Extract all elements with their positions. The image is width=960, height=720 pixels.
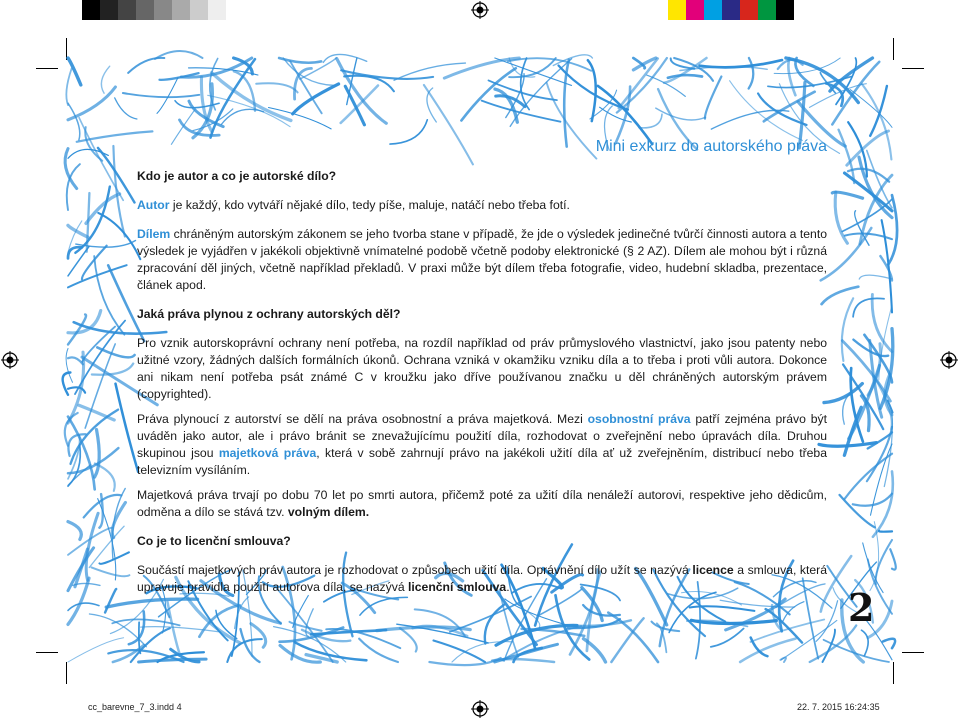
scribble-stroke <box>97 347 134 357</box>
scribble-stroke <box>128 58 164 73</box>
scribble-stroke <box>66 349 72 383</box>
paragraph-protection: Pro vznik autorskoprávní ochrany není potřeba, na rozdíl například od práv průmyslového vlastnictví, jako jsou patenty nebo užitné vzory, žádných dalších formálních úkonů. Ochrana vzniká v okamžiku vzniku díla a to třeba i proti vůli autora. Dokonce ani nikam není potřeba psát známé C v kroužku jako dříve používanou značku u děl chráněných autorským právem (copyrighted). <box>137 336 827 401</box>
scribble-stroke <box>68 315 86 345</box>
scribble-stroke <box>112 489 125 559</box>
scribble-stroke <box>639 114 662 128</box>
scribble-stroke <box>68 103 80 140</box>
heading-author: Kdo je autor a co je autorské dílo? <box>137 169 337 183</box>
scribble-stroke <box>740 639 796 662</box>
scribble-stroke <box>711 629 744 647</box>
scribble-stroke <box>75 187 109 253</box>
scribble-stroke <box>780 657 786 662</box>
scribble-stroke <box>390 120 427 144</box>
scribble-stroke <box>749 58 754 89</box>
article-body <box>137 168 827 596</box>
scribble-stroke <box>872 294 892 351</box>
scribble-stroke <box>116 384 139 472</box>
scribble-stroke <box>269 108 332 129</box>
scribble-stroke <box>429 658 500 665</box>
scribble-stroke <box>280 645 320 662</box>
scribble-stroke <box>68 522 81 540</box>
scribble-stroke <box>888 195 897 264</box>
term-license-agreement: licenční smlouva <box>408 580 507 594</box>
paragraph-license: Součástí majetkových práv autora je rozhodovat o způsobech užití díla. Oprávnění dílo užít se nazývá licence a smlouva, která upravuje pravidla použití autorova díla, se nazývá licenční smlouva. <box>137 563 827 594</box>
term-property-rights: majetková práva <box>218 446 317 460</box>
scribble-stroke <box>92 567 130 576</box>
scribble-stroke <box>131 628 170 662</box>
page-number: 2 <box>848 585 875 630</box>
paragraph-work: Dílem chráněným autorským zákonem se jeho tvorba stane v případě, že jde o výsledek jedinečné tvůrčí činnosti autora a tento výsledek je vyjádřen v jakékoli objektivně vnímatelné podobě včetně podoby elektronické (§ 2 AZ). Dílem ale mohou být i různá zpracování děl jiných, včetně například překladů. V praxi může být dílem třeba fotografie, video, hudební skladba, prezentace, článek apod. <box>137 227 827 292</box>
scribble-stroke <box>668 75 702 78</box>
scribble-stroke <box>824 640 890 662</box>
scribble-stroke <box>256 83 297 92</box>
scribble-stroke <box>822 287 859 304</box>
scribble-stroke <box>123 93 199 97</box>
term-dilo: Dílem <box>137 227 171 241</box>
term-personal-rights: osobnostní práva <box>587 412 691 426</box>
term-autor: Autor <box>137 198 170 212</box>
scribble-stroke <box>424 85 473 164</box>
section-title: Mini exkurz do autorského práva <box>595 138 827 155</box>
scribble-stroke <box>293 84 339 114</box>
scribble-stroke <box>774 58 840 74</box>
scribble-stroke <box>890 549 895 569</box>
scribble-stroke <box>700 60 782 67</box>
slug-datetime: 22. 7. 2015 16:24:35 <box>797 702 880 712</box>
scribble-stroke <box>67 164 80 210</box>
paragraph-duration: Majetková práva trvají po dobu 70 let po smrti autora, přičemž poté za užití díla nenáleží autorovi, respektive jeho dědicům, odměna a dílo se stává tzv. volným dílem. <box>137 488 827 519</box>
scribble-stroke <box>68 357 83 364</box>
scribble-stroke <box>400 628 417 651</box>
scribble-stroke <box>68 638 124 662</box>
scribble-stroke <box>505 599 562 624</box>
scribble-stroke <box>95 430 100 478</box>
scribble-stroke <box>853 494 892 506</box>
scribble-stroke <box>434 641 486 663</box>
scribble-stroke <box>85 127 102 161</box>
scribble-stroke <box>241 629 260 662</box>
scribble-stroke <box>656 108 706 120</box>
scribble-stroke <box>461 68 515 120</box>
scribble-stroke <box>823 630 835 662</box>
slug-filename: cc_barevne_7_3.indd 4 <box>88 702 182 712</box>
paragraph-author: Autor je každý, kdo vytváří nějaké dílo, tedy píše, maluje, natáčí nebo třeba fotí. <box>137 198 570 212</box>
heading-rights: Jaká práva plynou z ochrany autorských děl? <box>137 307 401 321</box>
scribble-stroke <box>221 109 263 124</box>
scribble-stroke <box>98 213 140 259</box>
term-public-domain: volným dílem. <box>287 505 370 519</box>
scribble-stroke <box>101 66 109 93</box>
scribble-stroke <box>212 73 291 121</box>
scribble-stroke <box>360 597 408 615</box>
scribble-stroke <box>105 589 116 612</box>
heading-license: Co je to licenční smlouva? <box>137 534 291 548</box>
scribble-stroke <box>141 627 221 632</box>
scribble-stroke <box>251 624 266 648</box>
scribble-stroke <box>879 531 892 532</box>
scribble-stroke <box>859 275 892 279</box>
scribble-stroke <box>337 59 387 124</box>
scribble-stroke <box>705 77 721 119</box>
scribble-stroke <box>106 599 197 607</box>
scribble-stroke <box>92 364 133 375</box>
scribble-stroke <box>323 54 366 62</box>
scribble-stroke <box>86 194 120 224</box>
scribble-stroke <box>359 639 398 662</box>
paragraph-rights-types: Práva plynoucí z autorství se dělí na práva osobnostní a práva majetková. Mezi osobnostní práva patří zejména právo být uváděn jako autor, ale i právo bránit se znevažujícímu použití díla, rozhodovat o zveřejnění nebo úpravách díla. Druhou skupinou jsou majetková práva, která v sobě zahrnují právo na jakékoli užití díla ať už zveřejněním, distribucí nebo třeba televizním vysíláním. <box>137 412 827 477</box>
scribble-stroke <box>853 298 884 316</box>
scribble-stroke <box>862 630 869 656</box>
term-licence: licence <box>692 563 734 577</box>
scribble-stroke <box>68 603 99 610</box>
scribble-stroke <box>832 62 879 125</box>
scribble-stroke <box>115 98 137 119</box>
scribble-stroke <box>847 131 889 165</box>
scribble-stroke <box>611 618 643 662</box>
scribble-stroke <box>211 59 256 138</box>
scribble-stroke <box>86 513 98 580</box>
scribble-stroke <box>341 70 433 79</box>
scribble-stroke <box>68 417 95 490</box>
scribble-stroke <box>157 77 178 113</box>
scribble-stroke <box>79 405 114 420</box>
scribble-stroke <box>112 619 179 625</box>
scribble-stroke <box>764 92 815 122</box>
scribble-stroke <box>66 69 71 106</box>
